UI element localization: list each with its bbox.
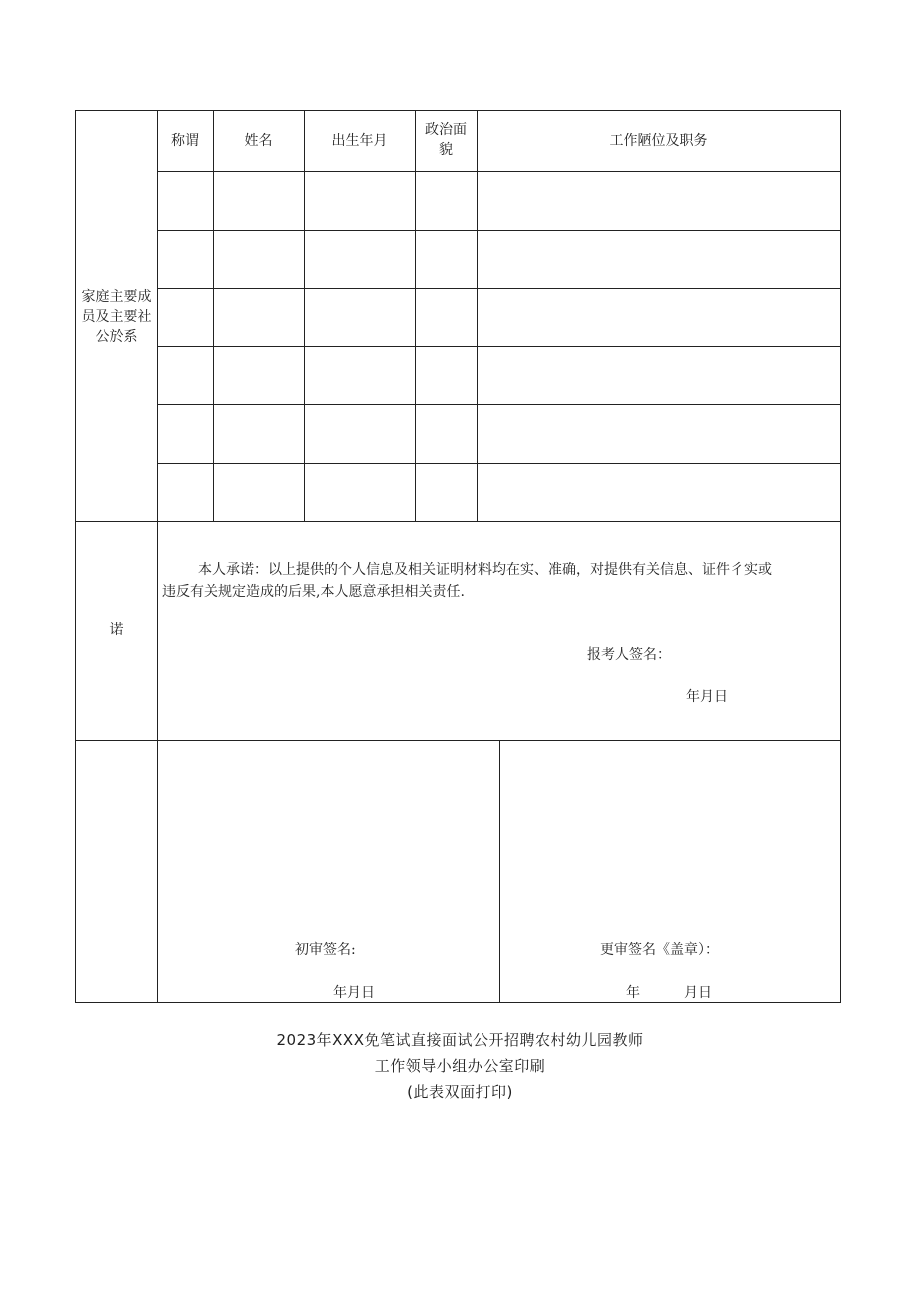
family-column-divider [213,111,214,521]
family-row-divider [157,230,840,231]
family-row-divider [157,404,840,405]
registration-form-table [75,110,841,1003]
initial-review-date-label: 年月日 [333,985,375,1001]
pledge-section-label: 诺 [109,622,124,638]
final-review-month-day-label: 月日 [684,985,712,1001]
header-political-status-line: 貌 [439,142,453,158]
family-header-divider [157,171,840,172]
family-section-label [76,287,157,347]
family-section-label-line: 家庭主要成 [81,289,152,305]
final-review-signature-label: 更审签名《盖章）： [600,942,719,958]
footer-title: 2023年XXX免笔试直接面试公开招聘农村幼儿园教师 [276,1031,644,1049]
header-political-status [415,120,477,160]
applicant-signature-label: 报考人签名： [587,647,671,663]
family-row-divider [157,288,840,289]
initial-review-signature-label: 初审签名: [295,942,356,958]
section-divider-pledge [76,521,840,522]
family-column-divider [477,111,478,521]
family-row-divider [157,346,840,347]
footer-issuer: 工作领导小组办公室印刷 [374,1057,546,1075]
review-column-divider [499,740,500,1002]
family-section-label-line: 员及主要社 [81,309,152,325]
final-review-year-label: 年 [626,985,640,1001]
header-work-position: 工作陋位及职务 [609,133,708,149]
family-column-divider [304,111,305,521]
pledge-text-line-2: 违反有关规定造成的后果,本人愿意承担相关责任. [162,584,465,600]
section-divider-review [76,740,840,741]
header-political-status-line: 政治面 [425,122,467,138]
footer-print-note: (此表双面打印) [407,1083,513,1101]
header-name: 姓名 [244,133,273,149]
label-column-divider [157,111,158,1002]
pledge-text-line-1: 本人承诺：以上提供的个人信息及相关证明材料均在实、准确，对提供有关信息、证件彳实或 [198,562,772,578]
family-column-divider [415,111,416,521]
header-birth-date: 出生年月 [331,133,388,149]
family-section-label-line: 公於系 [95,329,138,345]
family-row-divider [157,463,840,464]
header-relation: 称谓 [171,133,199,149]
applicant-date-label: 年月日 [686,689,728,705]
